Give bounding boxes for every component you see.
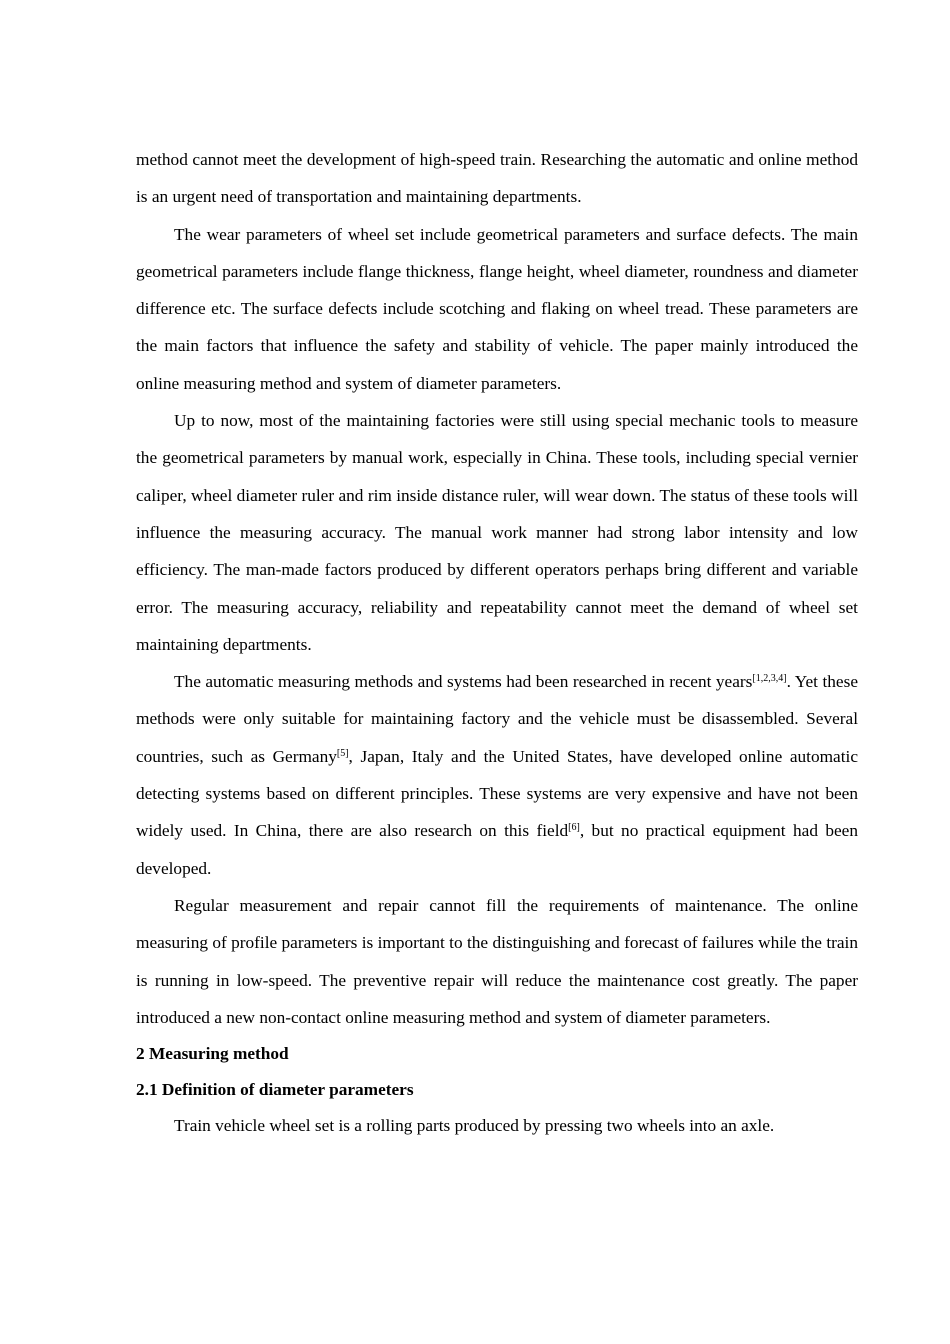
paragraph-wheel-set: Train vehicle wheel set is a rolling parts produced by pressing two wheels into an axle. — [174, 1116, 775, 1136]
paragraph-wear-parameters: The wear parameters of wheel set include geometrical parameters and surface defects. The main geometrical parameters include flange thickness, flange height, wheel diameter, roundness and diameter difference etc. The surface defects include scotching and flaking on wheel tread. These parameters are the main factors that influence the safety and stability of vehicle. The paper mainly introduced the online measuring method and system of diameter parameters. — [136, 224, 858, 393]
citation-ref: [6] — [568, 822, 580, 834]
citation-ref: [1,2,3,4] — [752, 673, 787, 685]
paragraph-automatic-methods — [136, 663, 858, 887]
citation-ref: [5] — [336, 747, 349, 759]
text-run: , but no practical equipment had been developed. — [136, 821, 858, 878]
subsection-heading: 2.1 Definition of diameter parameters — [136, 1079, 414, 1099]
text-run: The automatic measuring methods and systems had been researched in recent years — [174, 672, 753, 692]
document-page — [136, 141, 858, 1144]
text-run: . Yet these methods were only suitable for maintaining factory and the vehicle must be disassembled. Several countries, such as Germany — [136, 672, 858, 766]
text-run: , Japan, Italy and the United States, have developed online automatic detecting systems based on different principles. These systems are very expensive and have not been widely used. In China, there are also research on this field — [136, 746, 858, 841]
paragraph-manual-tools: Up to now, most of the maintaining factories were still using special mechanic tools to measure the geometrical parameters by manual work, especially in China. These tools, including special vernier caliper, wheel diameter ruler and rim inside distance ruler, will wear down. The status of these tools will influence the measuring accuracy. The manual work manner had strong labor intensity and low efficiency. The man-made factors produced by different operators perhaps bring different and variable error. The measuring accuracy, reliability and repeatability cannot meet the demand of wheel set maintaining departments. — [136, 411, 858, 654]
section-heading: 2 Measuring method — [136, 1044, 289, 1064]
paragraph-regular-measurement: Regular measurement and repair cannot fill the requirements of maintenance. The online measuring of profile parameters is important to the distinguishing and forecast of failures while the train is running in low-speed. The preventive repair will reduce the maintenance cost greatly. The paper introduced a new non-contact online measuring method and system of diameter parameters. — [136, 895, 858, 1027]
paragraph-continuation: method cannot meet the development of high-speed train. Researching the automatic and online method is an urgent need of transportation and maintaining departments. — [136, 150, 858, 207]
